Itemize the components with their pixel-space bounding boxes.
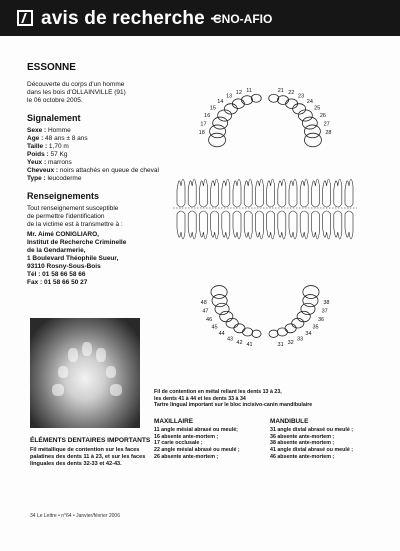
renseignements-title: Renseignements	[27, 191, 100, 201]
tooth-label: 26	[319, 113, 326, 120]
tooth-upper-side	[188, 179, 196, 207]
tooth-lower-side	[311, 211, 319, 239]
elements-dentaires	[30, 437, 155, 468]
tooth-lower-side	[278, 211, 286, 239]
tooth-label: 31	[277, 341, 284, 348]
tooth-lower-side	[199, 211, 207, 239]
tooth-label: 47	[202, 308, 209, 315]
tooth-upper-side	[278, 179, 286, 207]
tooth-label: 38	[323, 300, 330, 307]
tooth-lower-side	[345, 211, 353, 239]
tooth-label: 27	[323, 121, 330, 128]
left-column	[27, 62, 167, 295]
tooth-lower-side	[323, 211, 331, 239]
tooth-label: 17	[200, 121, 207, 128]
tooth-label: 44	[218, 331, 225, 338]
upper-arch	[209, 94, 322, 147]
tooth-label: 14	[217, 98, 224, 105]
tooth-upper-side	[255, 179, 263, 207]
tooth-lower	[292, 318, 304, 328]
signalement-row: Poids : 57 Kg	[27, 151, 68, 158]
tooth-label: 15	[209, 105, 216, 112]
discovery-text	[27, 81, 167, 105]
xray-photo	[30, 318, 140, 428]
tooth-lower-side	[188, 211, 196, 239]
mandibule-title: MANDIBULE	[270, 418, 309, 425]
tooth-upper-side	[222, 179, 230, 207]
tooth-lower-side	[267, 211, 275, 239]
elements-text: Fil métallique de contention sur les faces palatines des dents 11 à 23, et sur les faces linguales des dents 32-33 et 42-43.	[30, 447, 146, 467]
tooth-upper	[304, 133, 321, 147]
tooth-lower-side	[233, 211, 241, 239]
signalement-row: Cheveux : noirs attachés en queue de cheval	[27, 167, 159, 174]
tooth-label: 48	[200, 300, 207, 307]
tooth-label: 24	[306, 98, 313, 105]
tooth-upper-side	[177, 179, 185, 207]
elements-title: ÉLÉMENTS DENTAIRES IMPORTANTS	[30, 437, 151, 444]
tooth-label: 13	[225, 93, 233, 100]
tooth-upper	[298, 110, 312, 121]
tooth-label: 45	[211, 324, 218, 331]
tooth-lower-side	[222, 211, 230, 239]
signalement-title: Signalement	[27, 113, 81, 123]
lightning-icon	[17, 10, 33, 26]
discovery-line: dans les bois d'OLLAINVILLE (91)	[27, 89, 126, 96]
tooth-upper-side	[199, 179, 207, 207]
page-footer: 34 Le Lettre • n°64 • Janvier/février 2006	[30, 513, 120, 519]
tooth-upper-side	[323, 179, 331, 207]
tooth-upper	[241, 96, 252, 105]
tooth-upper-side	[289, 179, 297, 207]
tooth-upper	[278, 96, 289, 105]
tooth-upper-side	[211, 179, 219, 207]
tooth-lower-side	[244, 211, 252, 239]
signalement-row: Sexe : Homme	[27, 127, 71, 134]
signalement-list	[27, 127, 167, 183]
tooth-lower	[211, 286, 227, 299]
tooth-upper	[209, 133, 226, 147]
tooth-upper-side	[334, 179, 342, 207]
tooth-lower	[285, 324, 296, 333]
tooth-label: 32	[287, 339, 294, 346]
mandibule-column: MANDIBULE 31 angle distal abrasé ou meulé ; 36 absente ante-mortem ; 38 absente ante-mortem ; 41 angle distal abrasé ou meulé ; 46 absente ante-mortem ;	[270, 418, 354, 460]
tooth-label: 12	[235, 90, 242, 97]
tooth-upper	[304, 125, 320, 138]
header-subtitle: CNO-AFIO	[213, 12, 273, 26]
renseignements-text: Tout renseignement susceptible de permettre l'identification de la victime est à transmettre à :	[27, 205, 123, 228]
discovery-line: le 06 octobre 2005.	[27, 97, 83, 104]
tooth-lower	[226, 318, 238, 328]
tooth-label: 42	[236, 339, 243, 346]
tooth-upper	[213, 117, 228, 129]
contact-block: Mr. Aimé CONIGLIARO, Institut de Recherche Criminelle de la Gendarmerie, 1 Boulevard Théophile Sueur, 93110 Rosny-Sous-Bois Tél : 01 58 66 58 66 Fax : 01 58 66 50 27	[27, 231, 127, 286]
maxillaire-column: MAXILLAIRE 11 angle mésial abrasé ou meulé; 16 absente ante-mortem ; 17 carie occlusale ; 22 angle mésial abrasé ou meulé ; 26 absente ante-mortem ;	[154, 418, 240, 460]
tooth-label: 25	[314, 105, 321, 112]
tooth-lower-side	[255, 211, 263, 239]
tooth-label: 16	[204, 113, 211, 120]
tooth-label: 41	[246, 341, 253, 348]
tooth-lower	[269, 330, 278, 337]
tooth-label: 21	[277, 88, 284, 95]
tooth-upper	[210, 125, 226, 138]
tooth-upper-side	[267, 179, 275, 207]
tooth-label: 33	[296, 336, 304, 343]
tooth-label: 23	[298, 93, 305, 100]
tooth-label: 36	[317, 316, 325, 323]
maxillaire-title: MAXILLAIRE	[154, 418, 194, 425]
tooth-label: 11	[246, 88, 252, 95]
signalement-row: Yeux : marrons	[27, 159, 72, 166]
tooth-upper-side	[244, 179, 252, 207]
tooth-lower-side	[177, 211, 185, 239]
tooth-label: 37	[321, 308, 328, 315]
discovery-line: Découverte du corps d'un homme	[27, 81, 125, 88]
lower-arch	[211, 286, 319, 338]
tooth-lower	[243, 328, 253, 336]
tooth-lower	[252, 330, 261, 337]
tooth-label: 43	[227, 336, 234, 343]
tooth-label: 18	[198, 129, 205, 136]
tooth-lower-side	[334, 211, 342, 239]
signalement-row: Taille : 1,70 m	[27, 143, 69, 150]
tooth-lower	[220, 311, 233, 322]
tooth-lower-side	[211, 211, 219, 239]
tooth-upper-side	[233, 179, 241, 207]
tooth-label: 28	[325, 129, 332, 136]
tooth-upper	[302, 117, 317, 129]
tooth-upper-side	[300, 179, 308, 207]
tooth-lower	[303, 286, 319, 299]
tooth-lower-side	[300, 211, 308, 239]
tooth-upper-side	[345, 179, 353, 207]
region-title: ESSONNE	[27, 62, 76, 73]
lower-labels	[201, 300, 330, 348]
teeth-row	[173, 179, 357, 239]
tooth-upper-side	[311, 179, 319, 207]
tooth-label: 34	[305, 331, 312, 338]
tooth-label: 46	[206, 316, 213, 323]
dental-chart	[165, 78, 365, 378]
tooth-upper	[218, 110, 232, 121]
chart-caption: Fil de contention en métal reliant les dents 13 à 23, les dents 41 à 44 et les dents 33 à 34 Tartre lingual important sur le bloc incisivo-canin mandibulaire	[154, 389, 313, 409]
tooth-lower	[234, 324, 245, 333]
signalement-row: Age : 48 ans ± 8 ans	[27, 135, 88, 142]
signalement-row: Type : leucoderme	[27, 175, 82, 182]
tooth-lower	[277, 328, 287, 336]
tooth-label: 35	[312, 324, 319, 331]
tooth-label: 22	[288, 90, 295, 97]
tooth-upper	[286, 99, 298, 109]
tooth-lower	[297, 311, 310, 322]
header-title: avis de recherche –	[41, 8, 222, 29]
header-bar	[0, 0, 400, 36]
tooth-lower-side	[289, 211, 297, 239]
tooth-upper	[232, 99, 244, 109]
